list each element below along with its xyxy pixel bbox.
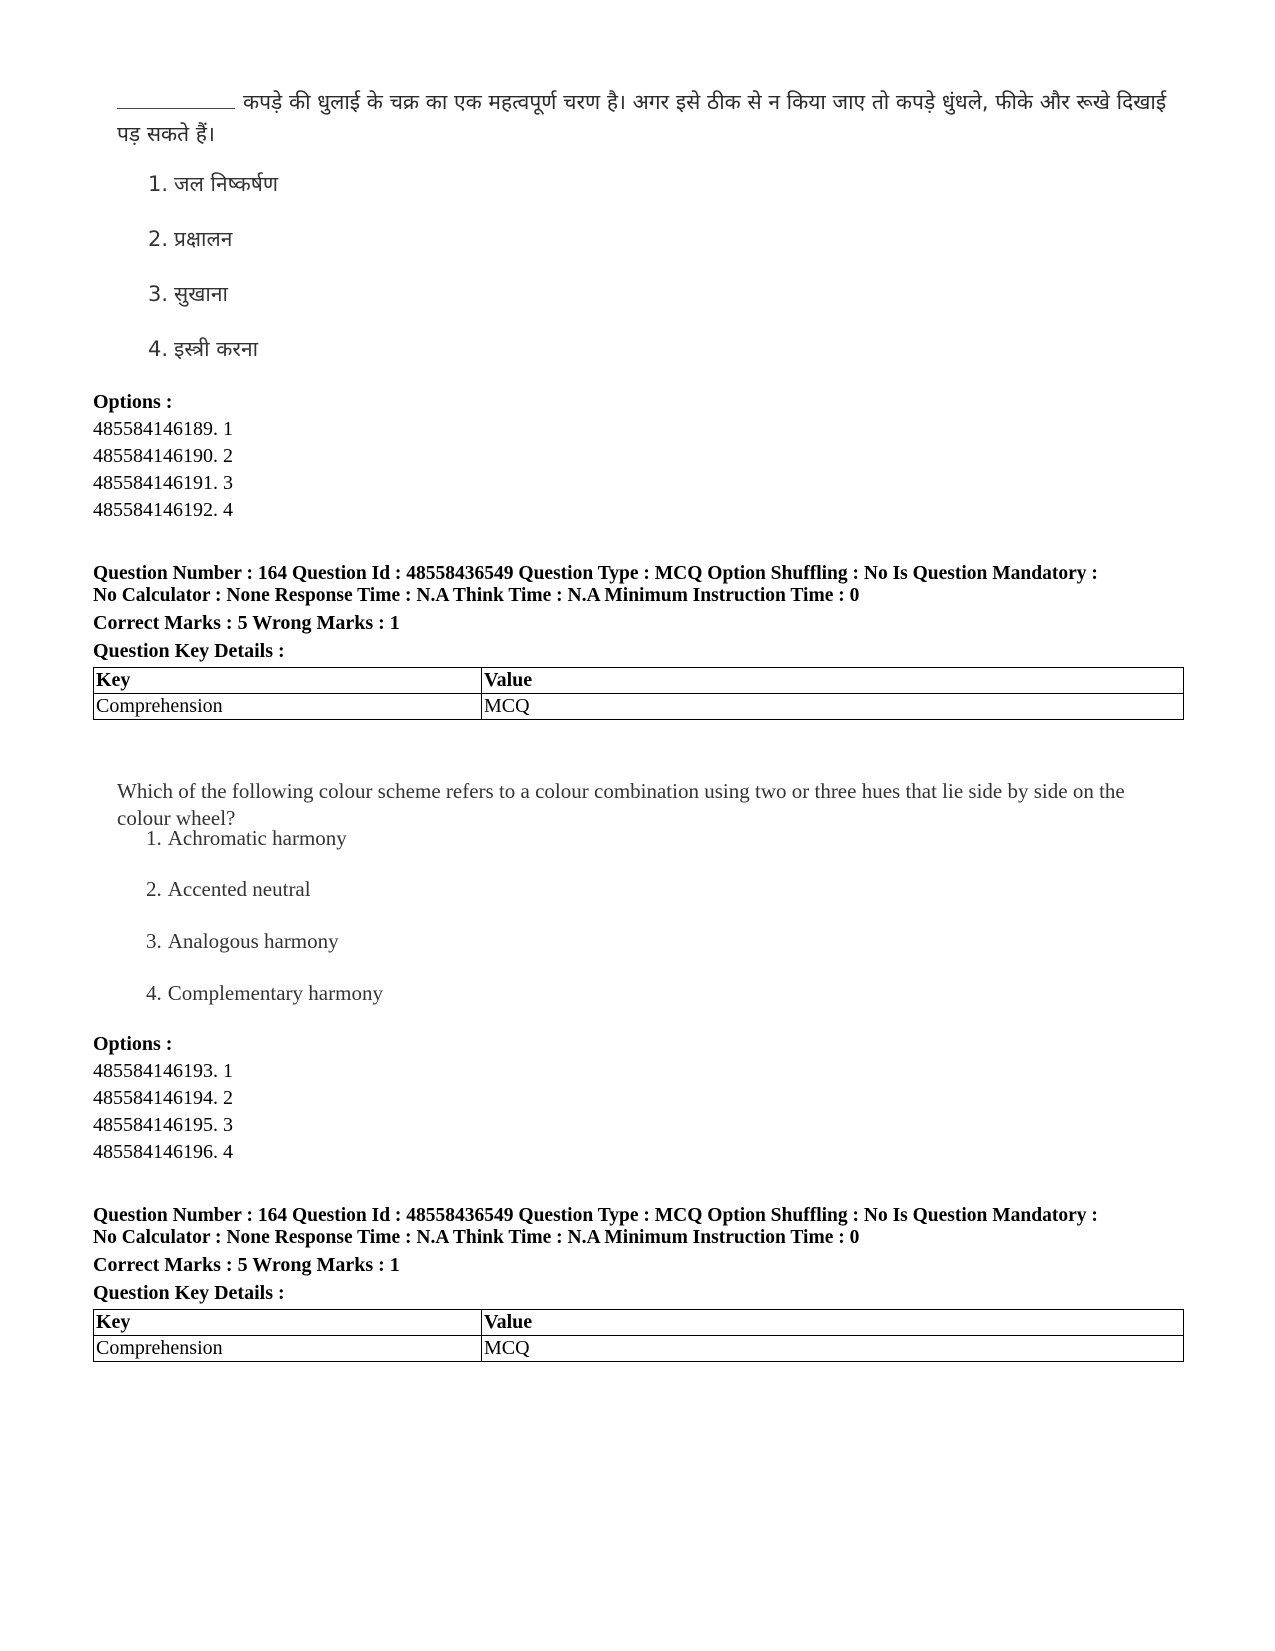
choice-text: Accented neutral [167, 877, 311, 901]
table-cell-key: Comprehension [94, 1336, 482, 1362]
question-choice-4 [148, 335, 258, 363]
table-cell-value: MCQ [482, 694, 1184, 720]
question-stem-hindi [117, 86, 1177, 150]
option-id-line: 485584146190. 2 [93, 445, 233, 467]
choice-text: जल निष्कर्षण [174, 172, 279, 196]
choice-number: 2. [148, 227, 169, 251]
option-id-line: 485584146193. 1 [93, 1060, 233, 1082]
question-choice-1 [146, 825, 347, 851]
table-header-row [94, 668, 1184, 694]
choice-number: 4. [148, 337, 169, 361]
table-cell-key: Comprehension [94, 694, 482, 720]
option-id-line: 485584146195. 3 [93, 1114, 233, 1136]
choice-text: Complementary harmony [167, 981, 383, 1005]
table-header-value: Value [482, 668, 1184, 694]
choice-text: प्रक्षालन [174, 227, 233, 251]
choice-number: 3. [146, 929, 162, 953]
choice-text: Analogous harmony [167, 929, 339, 953]
table-header-key: Key [94, 668, 482, 694]
question-meta [93, 1205, 1193, 1249]
table-cell-value: MCQ [482, 1336, 1184, 1362]
question-stem-text: कपड़े की धुलाई के चक्र का एक महत्वपूर्ण चरण है। अगर इसे ठीक से न किया जाए तो कपड़े धुंधले, फीके और रूखे दिखाई पड़ सकते हैं। [117, 90, 1167, 146]
question-choice-2 [148, 225, 232, 253]
marks-line: Correct Marks : 5 Wrong Marks : 1 [93, 1254, 400, 1276]
question-choice-4 [146, 980, 383, 1006]
options-heading: Options : [93, 391, 173, 413]
key-details-heading: Question Key Details : [93, 1282, 285, 1304]
question-choice-3 [146, 928, 339, 954]
key-details-heading: Question Key Details : [93, 640, 285, 662]
choice-text: इस्त्री करना [174, 337, 259, 361]
fill-in-blank-line [117, 90, 235, 109]
choice-number: 4. [146, 981, 162, 1005]
marks-line: Correct Marks : 5 Wrong Marks : 1 [93, 612, 400, 634]
question-meta-line-1: Question Number : 164 Question Id : 48558436549 Question Type : MCQ Option Shuffling : No Is Question Mandatory : [93, 563, 1098, 584]
choice-text: सुखाना [174, 282, 228, 306]
choice-number: 3. [148, 282, 169, 306]
option-id-line: 485584146192. 4 [93, 499, 233, 521]
choice-text: Achromatic harmony [167, 826, 347, 850]
key-details-table [93, 1309, 1184, 1362]
table-row [94, 694, 1184, 720]
question-choice-2 [146, 876, 311, 902]
table-header-row [94, 1310, 1184, 1336]
option-id-line: 485584146189. 1 [93, 418, 233, 440]
option-id-line: 485584146194. 2 [93, 1087, 233, 1109]
choice-number: 1. [148, 172, 169, 196]
table-row [94, 1336, 1184, 1362]
option-id-line: 485584146196. 4 [93, 1141, 233, 1163]
option-id-line: 485584146191. 3 [93, 472, 233, 494]
choice-number: 1. [146, 826, 162, 850]
question-stem-english: Which of the following colour scheme refers to a colour combination using two or three hues that lie side by side on the colour wheel? [117, 779, 1125, 830]
question-choice-1 [148, 170, 278, 198]
key-details-table [93, 667, 1184, 720]
question-meta-line-2: No Calculator : None Response Time : N.A Think Time : N.A Minimum Instruction Time : 0 [93, 585, 860, 606]
question-meta-line-1: Question Number : 164 Question Id : 48558436549 Question Type : MCQ Option Shuffling : No Is Question Mandatory : [93, 1205, 1098, 1226]
table-header-key: Key [94, 1310, 482, 1336]
choice-number: 2. [146, 877, 162, 901]
options-heading: Options : [93, 1033, 173, 1055]
table-header-value: Value [482, 1310, 1184, 1336]
question-meta-line-2: No Calculator : None Response Time : N.A Think Time : N.A Minimum Instruction Time : 0 [93, 1227, 860, 1248]
question-meta [93, 563, 1193, 607]
question-choice-3 [148, 280, 228, 308]
